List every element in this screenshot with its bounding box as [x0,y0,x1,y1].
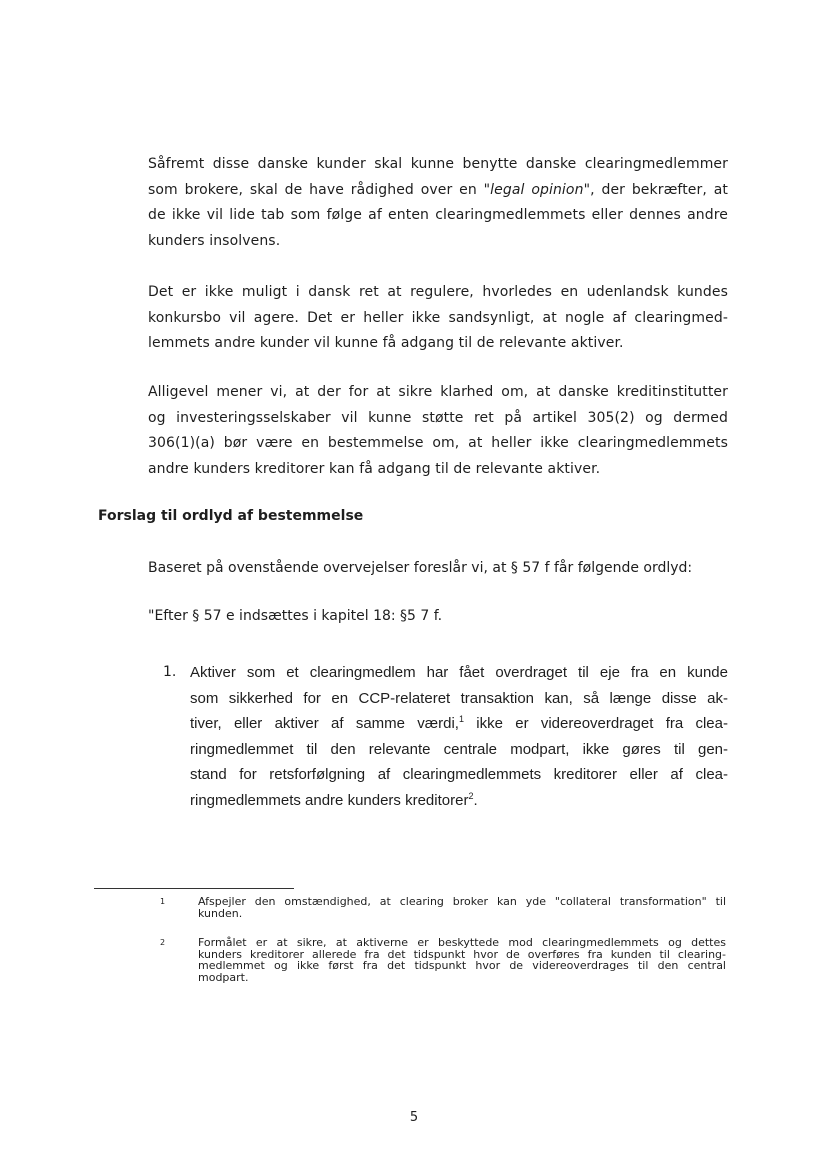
text-line: modpart. [198,970,249,984]
quote-intro: "Efter § 57 e indsættes i kapitel 18: §5 7 f. [148,608,443,624]
footnote-ref-2[interactable]: 2 [468,790,474,801]
text-line: kunders kreditorer allerede fra det tidspunkt hvor de overføres fra kunden til clearing- [198,947,726,961]
text-line: de ikke vil lide tab som følge af enten clearingmedlemmets eller dennes andre [148,207,728,223]
footnote-mark: 2 [160,938,166,947]
list-number: 1. [163,664,177,680]
footnote-text [198,896,726,919]
text-line: som brokere, skal de have rådighed over en "legal opinion", der bekræfter, at [148,181,728,198]
text-line: andre kunders kreditorer kan få adgang til de relevante aktiver. [148,460,601,477]
text-line: stand for retsforfølgning af clearingmedlemmets kreditorer eller af clea- [190,766,728,783]
page-number: 5 [409,1110,419,1125]
paragraph-1 [148,152,728,254]
text-line: Aktiver som et clearingmedlem har fået overdraget til eje fra en kunde [190,664,728,681]
footnote-text [198,937,726,983]
paragraph-3 [148,380,728,482]
text-line: Såfremt disse danske kunder skal kunne benytte danske clearingmedlemmer [148,156,728,172]
text-line: medlemmet og ikke først fra det tidspunkt hvor de videreoverdrages til den central [198,959,726,972]
text-line: tiver, eller aktiver af samme værdi,$^1$ ikke er videreoverdraget fra clea- [190,714,728,732]
text-line: konkursbo vil agere. Det er heller ikke sandsynligt, at nogle af clearingmed- [148,309,728,326]
footnote-separator [94,888,294,889]
text-line: lemmets andre kunder vil kunne få adgang til de relevante aktiver. [148,335,624,351]
emphasis-legal-opinion: legal opinion [490,181,584,198]
text-line: Det er ikke muligt i dansk ret at regulere, hvorledes en udenlandsk kundes [148,284,728,300]
footnote-ref-1[interactable]: 1 [458,714,464,724]
paragraph-2 [148,280,728,357]
text-line: kunden. [198,906,243,920]
text-line: kunders insolvens. [148,232,281,249]
text-line: ringmedlemmet til den relevante centrale modpart, ikke gøres til gen- [190,740,728,758]
section-heading: Forslag til ordlyd af bestemmelse [98,508,364,524]
intro-text: Baseret på ovenstående overvejelser foreslår vi, at § 57 f får følgende ordlyd: [148,560,693,576]
footnote-mark: 1 [160,897,166,906]
text-line: Afspejler den omstændighed, at clearing broker kan yde "collateral transformation" til [198,895,726,908]
text-line: Alligevel mener vi, at der for at sikre klarhed om, at danske kreditinstitutter [148,384,728,400]
text-line: og investeringsselskaber vil kunne støtte ret på artikel 305(2) og dermed [148,409,728,426]
text-line: som sikkerhed for en CCP-relateret transaktion kan, så længe disse ak- [190,689,728,707]
text-line: ringmedlemmets andre kunders kreditorer$^2$. [190,790,478,809]
text-line: Formålet er at sikre, at aktiverne er beskyttede mod clearingmedlemmets og dettes [198,936,726,949]
list-item-body [190,660,728,813]
text-line: 306(1)(a) bør være en bestemmelse om, at heller ikke clearingmedlemmets [148,435,728,451]
